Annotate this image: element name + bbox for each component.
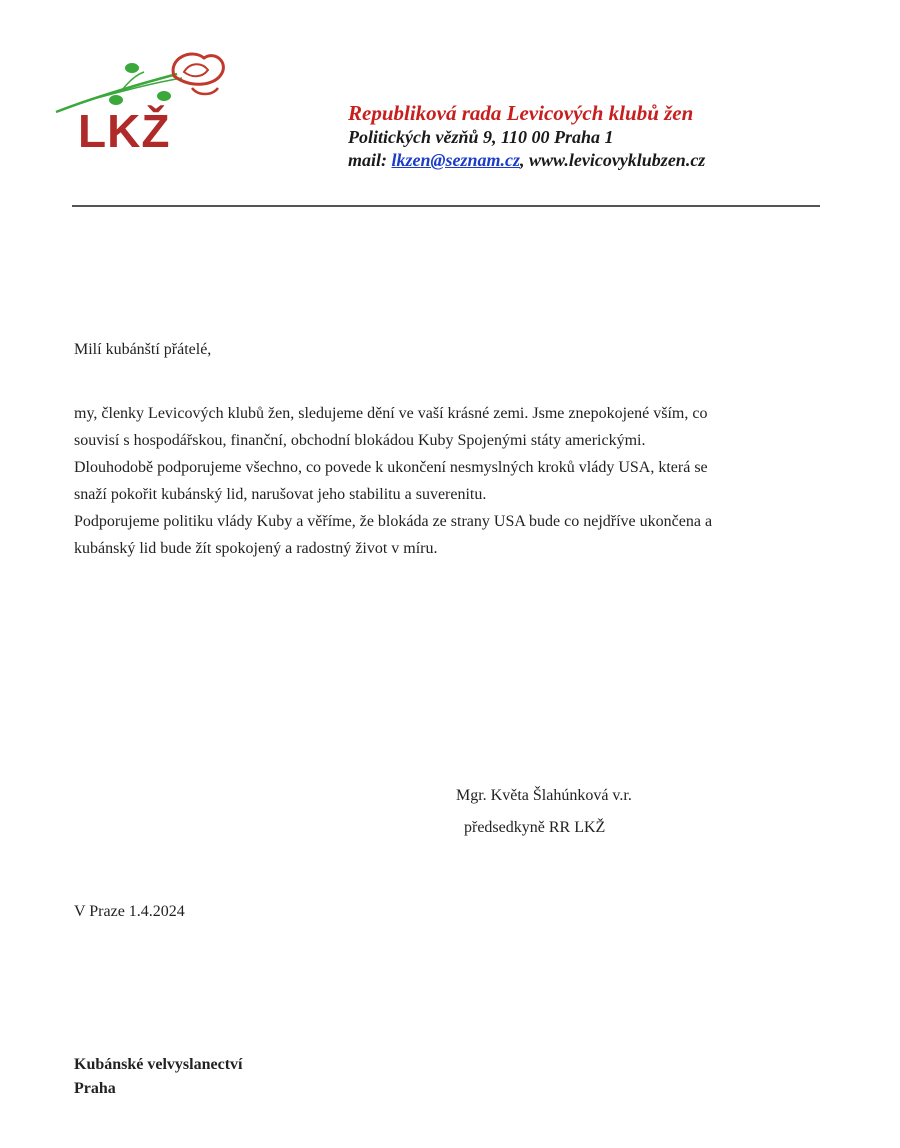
recipient-block [74, 1053, 242, 1101]
body-line: my, členky Levicových klubů žen, sledujeme dění ve vaší krásné zemi. Jsme znepokojené vším, co [74, 405, 708, 422]
salutation: Milí kubánští přátelé, [74, 341, 212, 358]
header-divider [72, 205, 820, 207]
lkz-logo [52, 50, 232, 160]
letter-date: V Praze 1.4.2024 [74, 903, 185, 920]
recipient-line: Praha [74, 1080, 116, 1097]
org-contact [348, 149, 705, 172]
org-name: Republiková rada Levicových klubů žen [348, 101, 694, 125]
signature-title: předsedkyně RR LKŽ [464, 819, 606, 836]
logo-text: LKŽ [78, 105, 171, 157]
letter-body [74, 400, 834, 562]
email-link[interactable]: lkzen@seznam.cz [391, 150, 520, 170]
recipient-line: Kubánské velvyslanectví [74, 1056, 243, 1073]
body-line: Podporujeme politiku vlády Kuby a věříme, že blokáda ze strany USA bude co nejdříve ukončena a [74, 513, 713, 530]
body-line: snaží pokořit kubánský lid, narušovat jeho stabilitu a suverenitu. [74, 486, 487, 503]
body-line: souvisí s hospodářskou, finanční, obchodní blokádou Kuby Spojenými státy americkými. [74, 432, 646, 449]
body-line: Dlouhodobě podporujeme všechno, co povede k ukončení nesmyslných kroků vlády USA, která se [74, 459, 708, 476]
body-line: kubánský lid bude žít spokojený a radostný život v míru. [74, 540, 438, 557]
signature-name: Mgr. Květa Šlahúnková v.r. [456, 787, 632, 804]
org-address: Politických vězňů 9, 110 00 Praha 1 [348, 127, 614, 147]
letterhead [348, 100, 705, 172]
web-address: , www.levicovyklubzen.cz [520, 150, 706, 170]
mail-prefix: mail: [348, 150, 392, 170]
